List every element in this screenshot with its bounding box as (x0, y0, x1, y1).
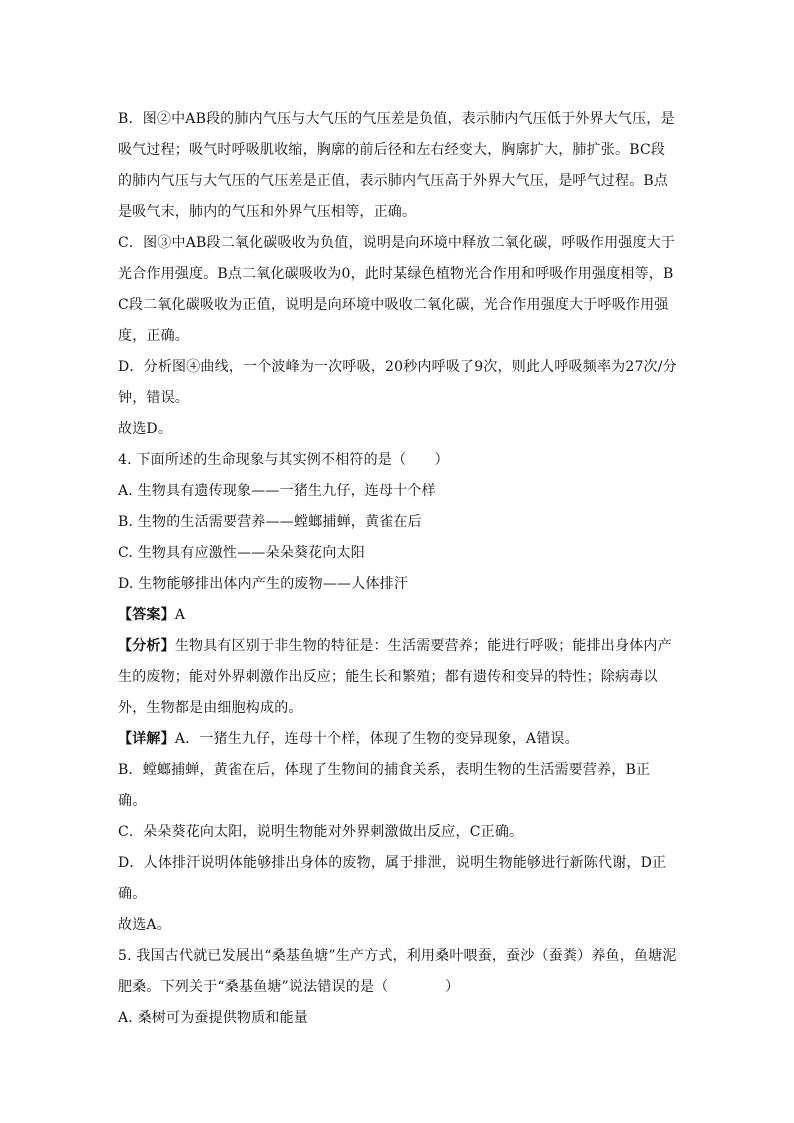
question-4-detail-c (118, 817, 678, 848)
answer-conclusion-3 (118, 414, 678, 445)
question-5-stem (118, 941, 678, 1003)
paragraph-text: 故选D。 (118, 421, 173, 437)
paragraph-text: 4. 下面所述的生命现象与其实例不相符的是（ ） (118, 452, 449, 468)
paragraph-text: C. 生物具有应激性——朵朵葵花向太阳 (118, 545, 365, 561)
paragraph-text: A. 桑树可为蚕提供物质和能量 (118, 1010, 309, 1026)
question-4-detail-d (118, 848, 678, 910)
explanation-option-b (118, 104, 678, 228)
paragraph-text: B. 生物的生活需要营养——螳螂捕蝉，黄雀在后 (118, 514, 422, 530)
detail-tag: 【详解】 (118, 731, 175, 747)
answer-conclusion-4 (118, 910, 678, 941)
paragraph-text: 故选A。 (118, 917, 171, 933)
question-4-option-d (118, 569, 678, 600)
question-5-option-a (118, 1003, 678, 1034)
paragraph-text: A．一猪生九仔，连母十个样，体现了生物的变异现象，A错误。 (174, 731, 579, 747)
paragraph-text: A (174, 607, 186, 623)
paragraph-text: C．图③中AB段二氧化碳吸收为负值，说明是向环境中释放二氧化碳，呼吸作用强度大于光合作用强度。B点二氧化碳吸收为0，此时某绿色植物光合作用和呼吸作用强度相等，BC段二氧化碳吸收为正值，说明是向环境中吸收二氧化碳，光合作用强度大于呼吸作用强度，正确。 (118, 235, 676, 344)
question-4-analysis (118, 631, 678, 724)
explanation-option-d (118, 352, 678, 414)
answer-tag: 【答案】 (118, 607, 175, 623)
paragraph-text: 5. 我国古代就已发展出“桑基鱼塘”生产方式，利用桑叶喂蚕，蚕沙（蚕粪）养鱼，鱼塘泥肥桑。下列关于“桑基鱼塘”说法错误的是（ ） (118, 948, 677, 995)
question-4-answer (118, 600, 678, 631)
paragraph-text: D．人体排汗说明体能够排出身体的废物，属于排泄，说明生物能够进行新陈代谢，D正确。 (118, 855, 667, 902)
question-4-stem (118, 445, 678, 476)
paragraph-text: B．螳螂捕蝉，黄雀在后，体现了生物间的捕食关系，表明生物的生活需要营养，B正确。 (118, 762, 651, 809)
analysis-tag: 【分析】 (118, 638, 175, 654)
question-4-option-b (118, 507, 678, 538)
paragraph-text: C．朵朵葵花向太阳，说明生物能对外界刺激做出反应，C正确。 (118, 824, 524, 840)
paragraph-text: 生物具有区别于非生物的特征是：生活需要营养；能进行呼吸；能排出身体内产生的废物；能对外界刺激作出反应；能生长和繁殖；都有遗传和变异的特性；除病毒以外，生物都是由细胞构成的。 (118, 638, 672, 716)
explanation-option-c (118, 228, 678, 352)
document-body (118, 104, 678, 1034)
paragraph-text: B．图②中AB段的肺内气压与大气压的气压差是负值，表示肺内气压低于外界大气压，是吸气过程；吸气时呼吸肌收缩，胸廓的前后径和左右经变大，胸廓扩大，肺扩张。BC段的肺内气压与大气压的气压差是正值，表示肺内气压高于外界大气压，是呼气过程。B点是吸气末，肺内的气压和外界气压相等，正确。 (118, 111, 675, 220)
question-4-detail-b (118, 755, 678, 817)
paragraph-text: D．分析图④曲线，一个波峰为一次呼吸，20秒内呼吸了9次，则此人呼吸频率为27次/分钟，错误。 (118, 359, 677, 406)
question-4-detail-a (118, 724, 678, 755)
question-4-option-a (118, 476, 678, 507)
paragraph-text: A. 生物具有遗传现象——一猪生九仔，连母十个样 (118, 483, 436, 499)
question-4-option-c (118, 538, 678, 569)
paragraph-text: D. 生物能够排出体内产生的废物——人体排汗 (118, 576, 409, 592)
